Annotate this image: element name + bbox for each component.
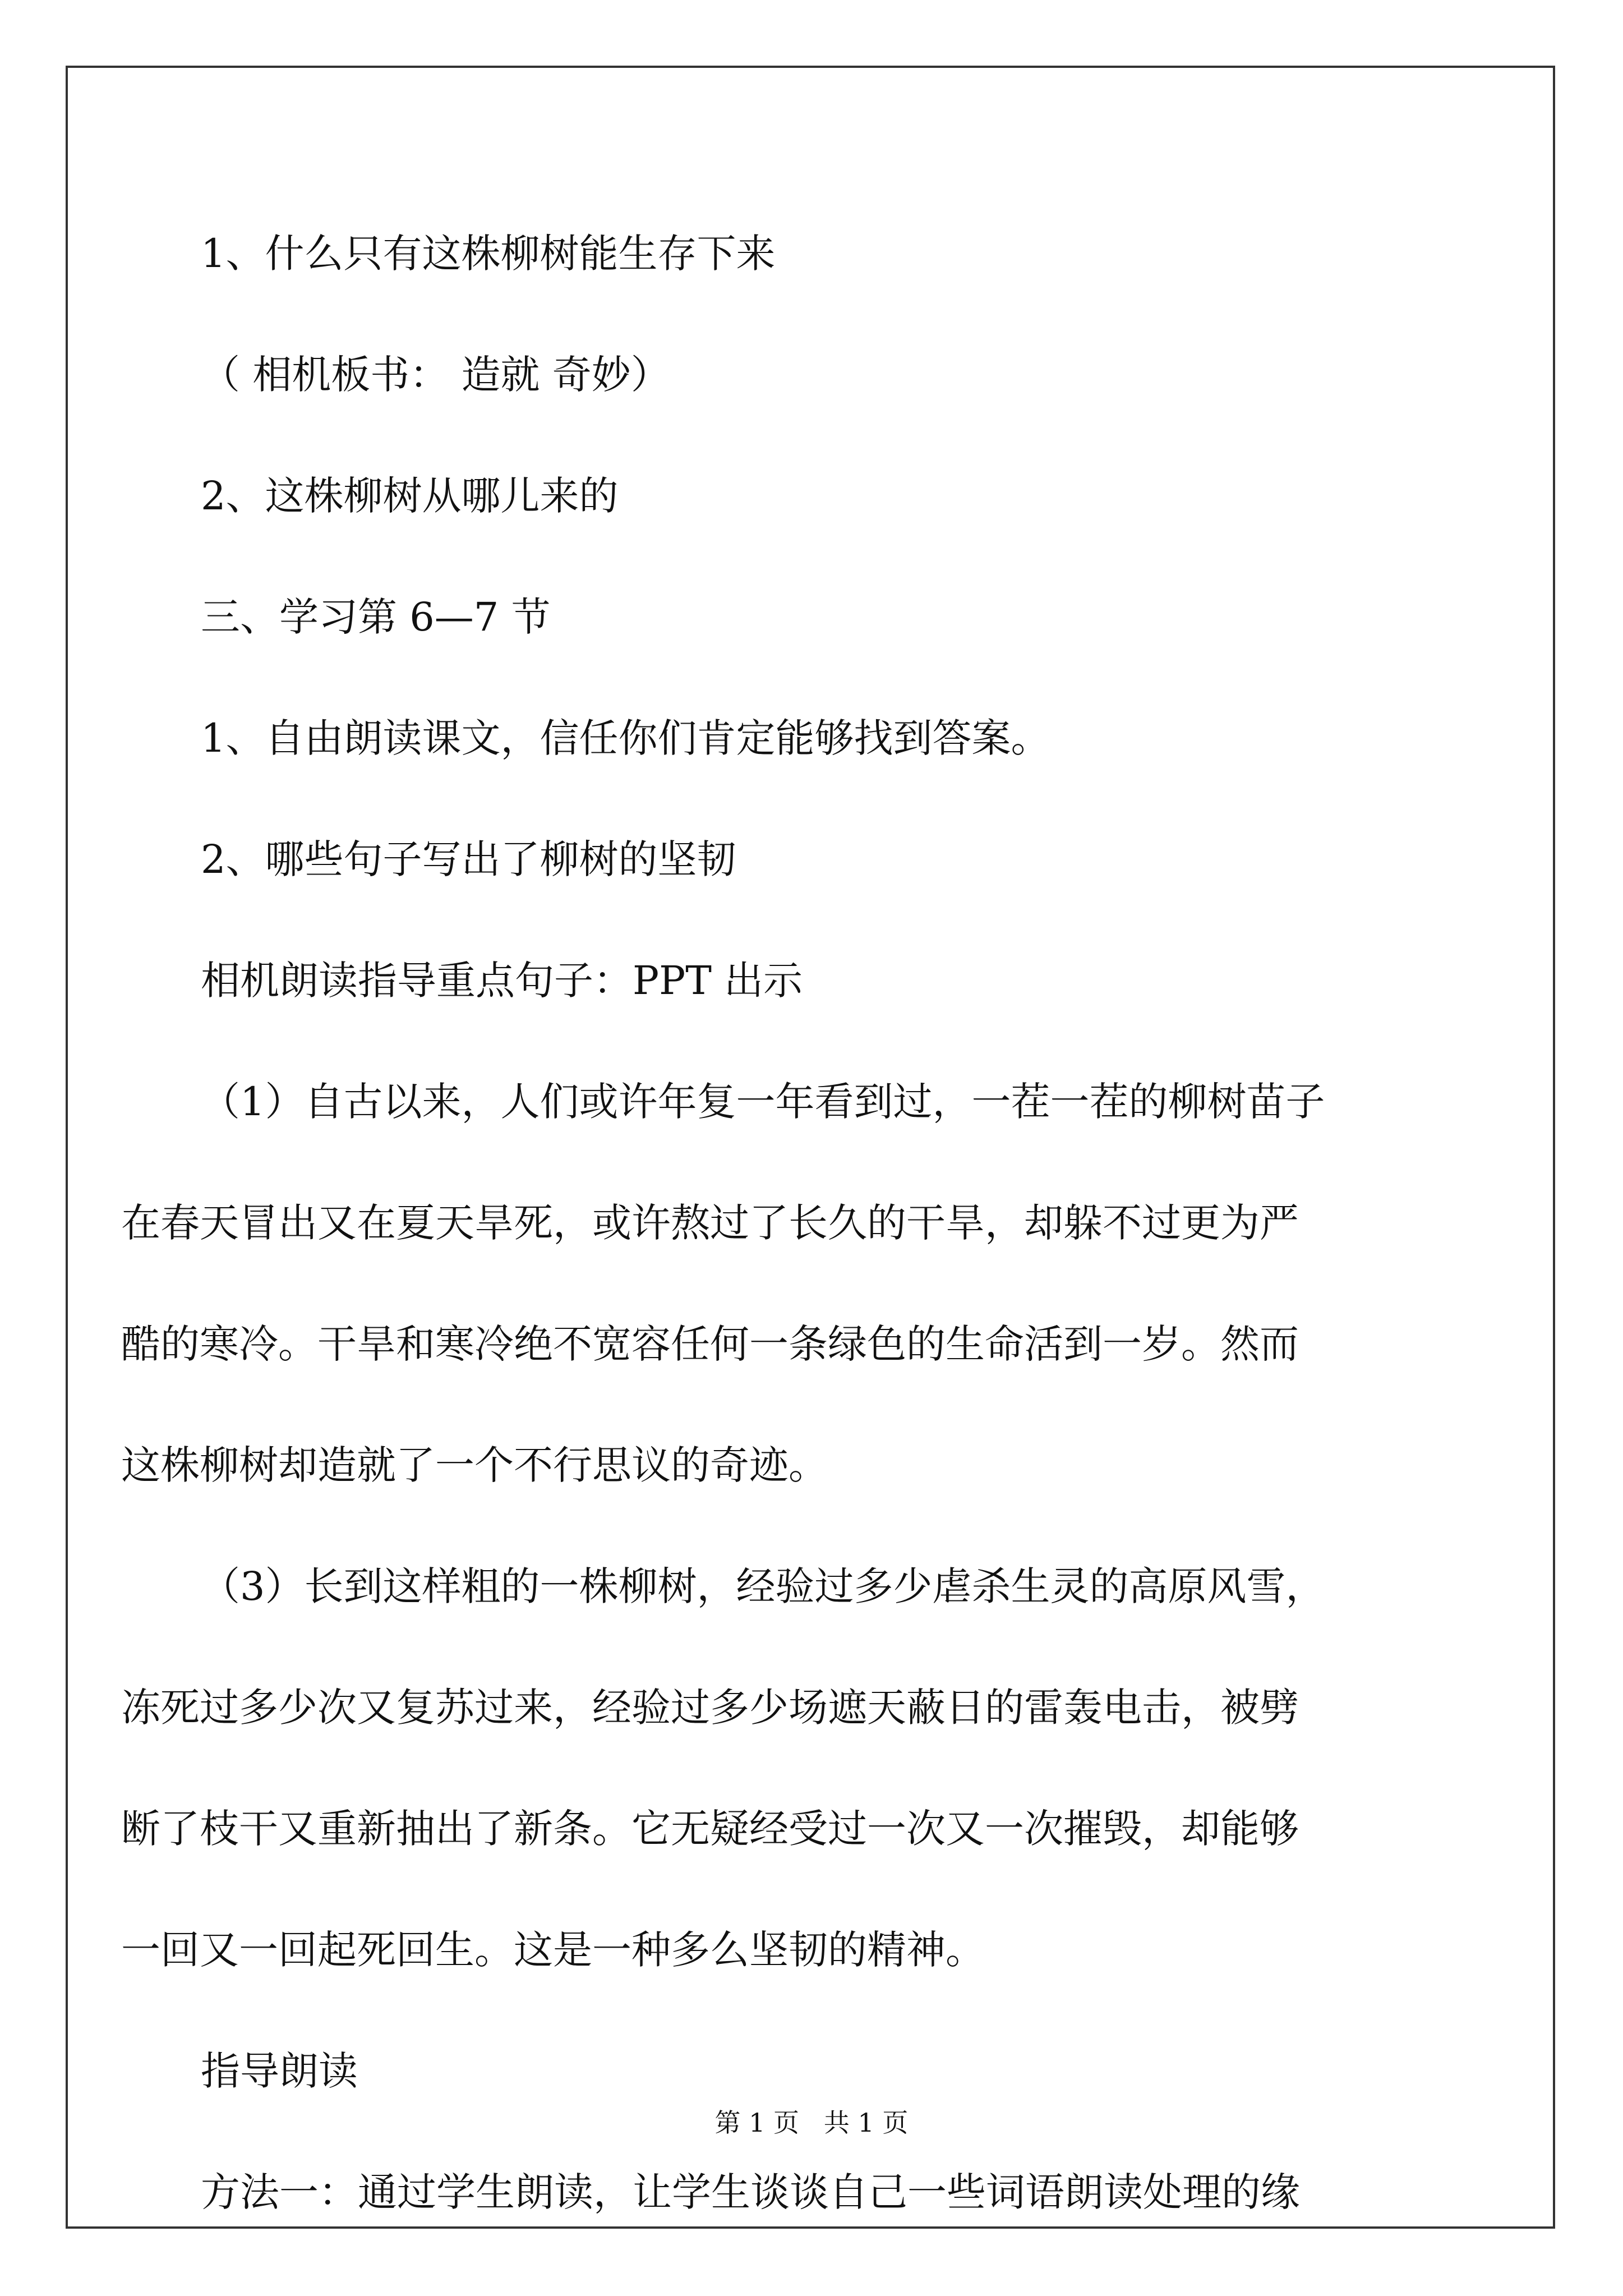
quote-line: 这株柳树却造就了一个不行思议的奇迹。 xyxy=(121,1442,828,1488)
quote-line: 酷的寒冷。干旱和寒冷绝不宽容任何一条绿色的生命活到一岁。然而 xyxy=(121,1321,1299,1367)
quote-line: 断了枝干又重新抽出了新条。它无疑经受过一次又一次摧毁，却能够 xyxy=(121,1806,1299,1852)
text-line: 1、什么只有这株柳树能生存下来 xyxy=(201,231,776,277)
document-body xyxy=(121,223,1447,2283)
text-line: （ 相机板书： 造就 奇妙） xyxy=(201,352,670,398)
quote-paragraph-3 xyxy=(121,1556,1372,1980)
text-line: 方法一：通过学生朗读，让学生谈谈自己一些词语朗读处理的缘 xyxy=(201,2169,1300,2215)
text-line: 相机朗读指导重点句子：PPT 出示 xyxy=(201,958,803,1004)
text-line: 1、自由朗读课文，信任你们肯定能够找到答案。 xyxy=(201,715,1050,761)
section-heading: 三、学习第 6—7 节 xyxy=(201,594,551,640)
page-footer: 第 1 页 共 1 页 xyxy=(714,2108,909,2138)
text-line: 2、哪些句子写出了柳树的坚韧 xyxy=(201,836,736,882)
quote-line: 冻死过多少次又复苏过来，经验过多少场遮天蔽日的雷轰电击，被劈 xyxy=(121,1685,1299,1731)
quote-line: 在春天冒出又在夏天旱死，或许熬过了长久的干旱，却躲不过更为严 xyxy=(121,1200,1299,1246)
quote-line: 一回又一回起死回生。这是一种多么坚韧的精神。 xyxy=(121,1927,985,1973)
text-line: 指导朗读 xyxy=(201,2048,358,2094)
quote-paragraph-1 xyxy=(121,1071,1372,1496)
quote-line: （1）自古以来，人们或许年复一年看到过，一茬一茬的柳树苗子 xyxy=(201,1079,1325,1125)
text-line: 2、这株柳树从哪儿来的 xyxy=(201,473,619,519)
quote-line: （3）长到这样粗的一株柳树，经验过多少虐杀生灵的高原风雪， xyxy=(201,1563,1325,1609)
